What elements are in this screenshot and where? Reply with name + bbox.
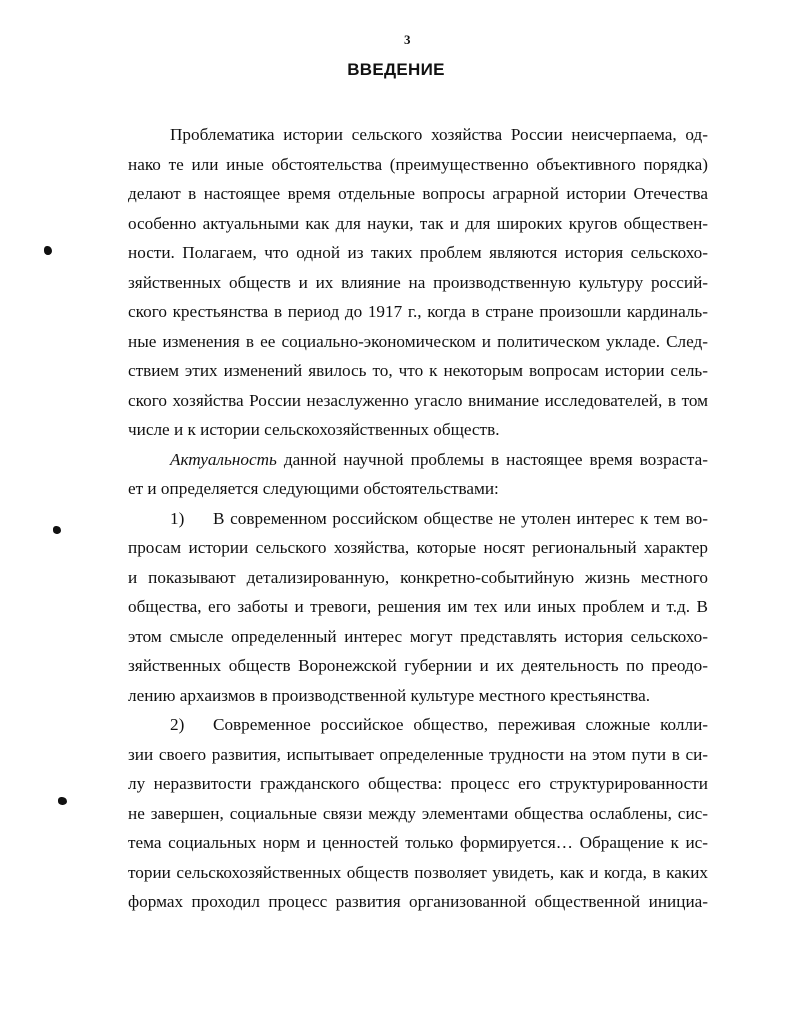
text-line: нако те или иные обстоятельства (преимущественно объективного порядка) xyxy=(128,154,708,174)
text-line: формах проходил процесс развития организованной общественной инициа- xyxy=(128,892,708,911)
text-line: общества, его заботы и тревоги, решения им тех или иных проблем и т.д. В xyxy=(128,597,708,616)
text-line: зии своего развития, испытывает определенные трудности на этом пути в си- xyxy=(128,744,708,764)
text-line: тема социальных норм и ценностей только формируется… Обращение к ис- xyxy=(128,833,708,852)
paragraph-1 xyxy=(128,120,708,445)
text-span: Современное российское общество, переживая сложные колли- xyxy=(213,715,708,734)
text-line xyxy=(128,710,708,740)
scan-mark xyxy=(44,246,52,255)
body-text xyxy=(128,120,708,917)
text-line: ные изменения в ее социально-экономическом и политическом укладе. След- xyxy=(128,331,708,351)
list-item-2 xyxy=(128,710,708,917)
text-line: особенно актуальными как для науки, так и для широких кругов обществен- xyxy=(128,213,708,233)
text-line: Проблематика истории сельского хозяйства России неисчерпаема, од- xyxy=(170,125,708,144)
text-line: ствием этих изменений явилось то, что к некоторым вопросам истории сель- xyxy=(128,361,708,380)
text-line: не завершен, социальные связи между элементами общества ослаблены, сис- xyxy=(128,803,708,823)
text-line: зяйственных обществ и их влияние на производственную культуру россий- xyxy=(128,272,708,292)
page-number: 3 xyxy=(404,32,411,47)
text-line: делают в настоящее время отдельные вопросы аграрной истории Отечества xyxy=(128,184,708,203)
list-item-1 xyxy=(128,504,708,711)
text-line: и показывают детализированную, конкретно-событийную жизнь местного xyxy=(128,567,708,587)
scan-mark xyxy=(58,797,67,805)
text-line: тории сельскохозяйственных обществ позволяет увидеть, как и когда, в каких xyxy=(128,862,708,882)
paragraph-2 xyxy=(128,445,708,504)
text-line: зяйственных обществ Воронежской губернии и их деятельность по преодо- xyxy=(128,656,708,675)
text-line: просам истории сельского хозяйства, которые носят региональный характер xyxy=(128,538,708,557)
list-number: 2) xyxy=(170,715,185,734)
text-span: В современном российском обществе не утолен интерес к тем во- xyxy=(213,508,708,528)
text-line: ского хозяйства России незаслуженно угасло внимание исследователей, в том xyxy=(128,390,708,410)
text-line: ского крестьянства в период до 1917 г., когда в стране произошли кардиналь- xyxy=(128,302,708,321)
text-line: ет и определяется следующими обстоятельствами: xyxy=(128,479,499,498)
text-line: этом смысле определенный интерес могут представлять история сельскохо- xyxy=(128,626,708,646)
text-line xyxy=(128,504,708,534)
text-line: ности. Полагаем, что одной из таких проблем являются история сельскохо- xyxy=(128,243,708,262)
italic-term: Актуальность xyxy=(170,449,277,469)
page-title: ВВЕДЕНИЕ xyxy=(347,60,445,79)
text-line: лению архаизмов в производственной культуре местного крестьянства. xyxy=(128,685,650,705)
list-number: 1) xyxy=(170,508,185,528)
text-span: данной научной проблемы в настоящее время возраста- xyxy=(276,449,708,469)
text-line xyxy=(128,445,708,475)
text-line: лу неразвитости гражданского общества: процесс его структурированности xyxy=(128,774,708,793)
text-line: числе и к истории сельскохозяйственных обществ. xyxy=(128,420,500,439)
scan-mark xyxy=(53,526,61,534)
